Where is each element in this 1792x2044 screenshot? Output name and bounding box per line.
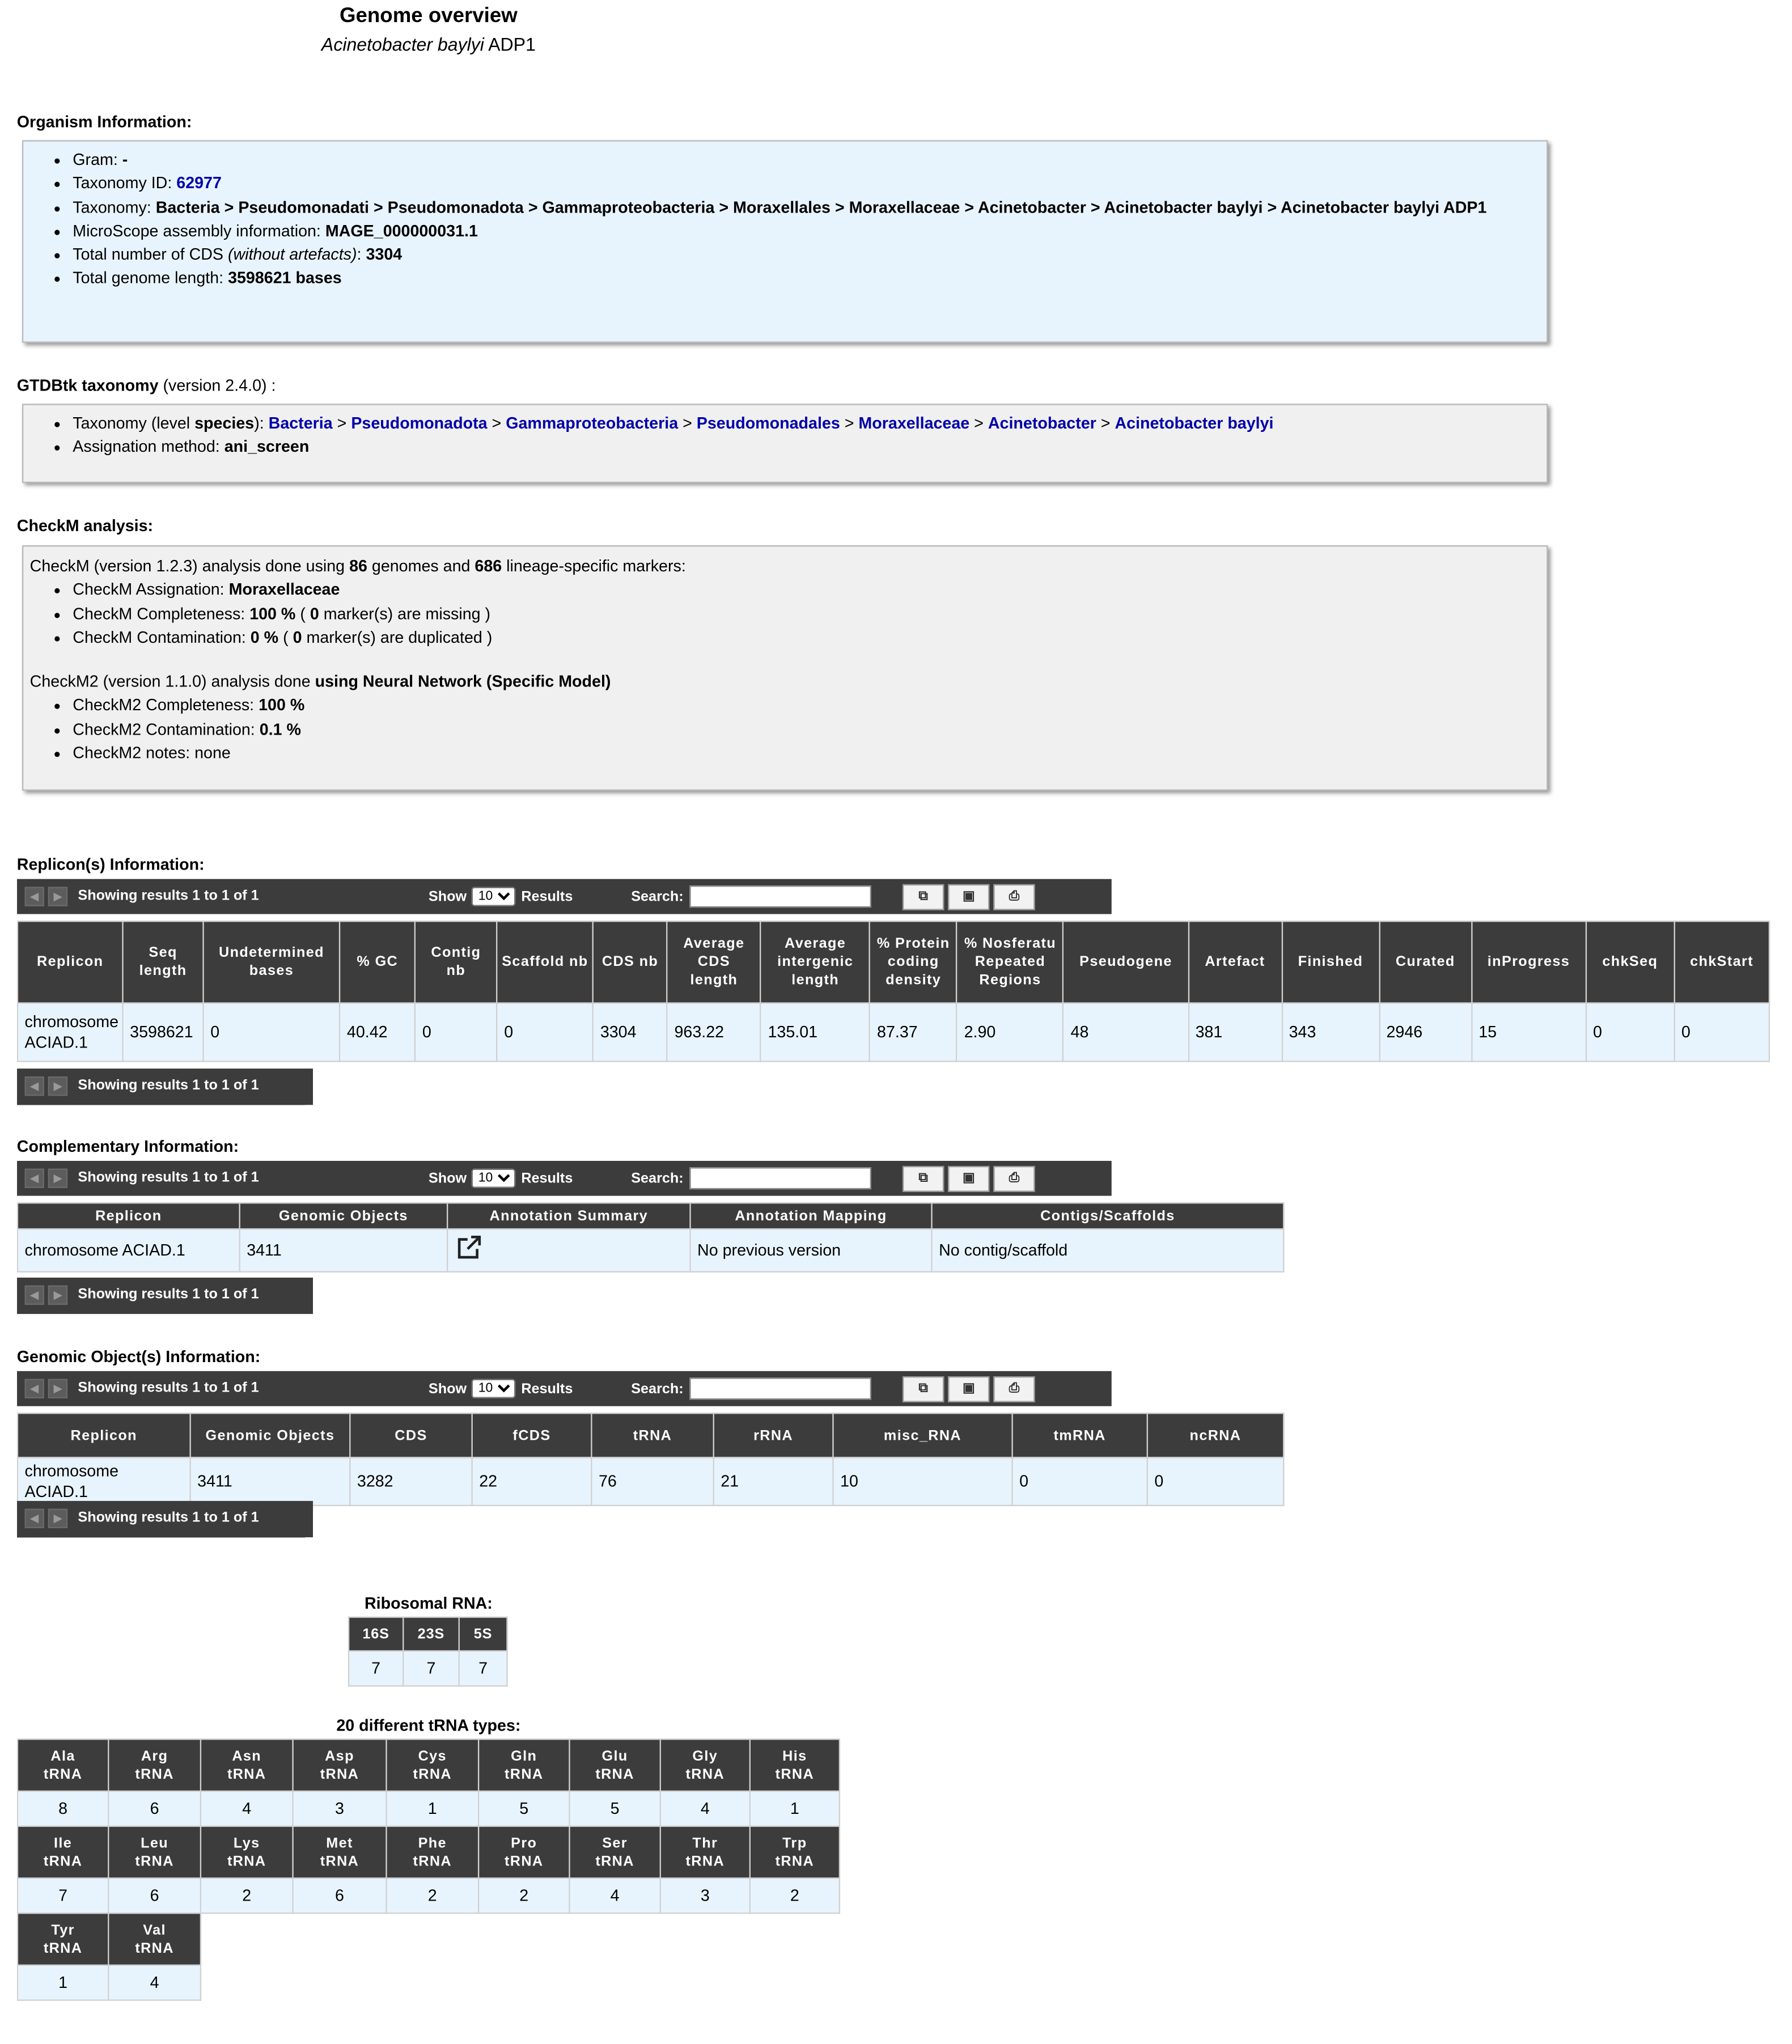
trna-table xyxy=(17,1738,840,2001)
trna-header-glu-trna: Glu tRNA xyxy=(569,1739,660,1791)
table-cell: 0 xyxy=(1674,1003,1769,1061)
trna-header-ser-trna: Ser tRNA xyxy=(569,1826,660,1878)
trna-count: 1 xyxy=(386,1791,478,1826)
trna-header-tyr-trna: Tyr tRNA xyxy=(18,1913,108,1965)
search-input[interactable] xyxy=(689,885,871,907)
column-header-seq-length[interactable]: Seq length xyxy=(123,921,204,1003)
pagination-nav xyxy=(25,1286,68,1305)
organism-info-box xyxy=(22,140,1548,342)
trna-header-pro-trna: Pro tRNA xyxy=(478,1826,569,1878)
next-page-icon[interactable]: ▶ xyxy=(48,1509,67,1528)
replicon-pager xyxy=(17,1068,313,1105)
table-cell: 0 xyxy=(1012,1457,1147,1506)
column-header-inprogress[interactable]: inProgress xyxy=(1472,921,1586,1003)
column-header-scaffold-nb[interactable]: Scaffold nb xyxy=(497,921,594,1003)
gtdb-taxon-link-pseudomonadota[interactable]: Pseudomonadota xyxy=(351,414,488,432)
replicon-table xyxy=(17,921,1770,1062)
table-cell: 2.90 xyxy=(957,1003,1064,1061)
previous-page-icon[interactable]: ◀ xyxy=(25,1286,44,1305)
trna-count: 7 xyxy=(18,1878,108,1913)
genomic-objects-table xyxy=(17,1413,1285,1506)
column-header-chkstart[interactable]: chkStart xyxy=(1674,921,1769,1003)
table-cell: 3304 xyxy=(593,1003,667,1061)
taxonomy-id-link[interactable]: 62977 xyxy=(176,174,222,193)
complementary-section-title: Complementary Information: xyxy=(16,1137,239,1156)
trna-header-leu-trna: Leu tRNA xyxy=(108,1826,201,1878)
column-header-cds[interactable]: CDS xyxy=(350,1413,472,1457)
export-buttons xyxy=(903,884,1035,910)
trna-header-arg-trna: Arg tRNA xyxy=(108,1739,201,1791)
next-page-icon[interactable]: ▶ xyxy=(48,1169,67,1188)
checkm2-notes: • CheckM2 notes: none xyxy=(73,741,1547,765)
trna-count: 2 xyxy=(478,1878,569,1913)
previous-page-icon[interactable]: ◀ xyxy=(25,887,44,906)
taxonomy-separator: > xyxy=(969,414,988,432)
trna-header-val-trna: Val tRNA xyxy=(108,1913,201,1965)
table-cell: 0 xyxy=(204,1003,340,1061)
trna-header-met-trna: Met tRNA xyxy=(293,1826,387,1878)
complementary-pager xyxy=(17,1278,313,1314)
trna-header-trp-trna: Trp tRNA xyxy=(750,1826,840,1878)
rrna-title: Ribosomal RNA: xyxy=(364,1594,493,1613)
table-cell: 87.37 xyxy=(870,1003,957,1061)
table-cell: 0 xyxy=(1586,1003,1674,1061)
print-icon[interactable]: ⎙ xyxy=(993,884,1035,910)
column-header-genomic-objects[interactable]: Genomic Objects xyxy=(190,1413,350,1457)
table-cell: 7 xyxy=(349,1651,403,1686)
save-icon[interactable]: ▣ xyxy=(948,884,989,910)
trna-count: 4 xyxy=(108,1965,201,2000)
checkm-info-box xyxy=(22,545,1548,791)
checkm-summary: CheckM (version 1.2.3) analysis done using 86 genomes and 686 lineage-specific markers: xyxy=(29,557,686,575)
table-cell: 22 xyxy=(472,1457,592,1506)
pagination-nav xyxy=(25,1379,68,1398)
next-page-icon[interactable]: ▶ xyxy=(48,1286,67,1305)
page-header xyxy=(0,5,857,54)
table-cell: No contig/scaffold xyxy=(932,1229,1284,1272)
column-header-fcds[interactable]: fCDS xyxy=(472,1413,592,1457)
column-header-contigs-scaffolds[interactable]: Contigs/Scaffolds xyxy=(932,1203,1284,1229)
trna-count: 4 xyxy=(201,1791,293,1826)
column-header-trna[interactable]: tRNA xyxy=(591,1413,713,1457)
save-icon[interactable]: ▣ xyxy=(948,1376,989,1402)
table-cell: 3411 xyxy=(190,1457,350,1506)
table-cell: 76 xyxy=(591,1457,713,1506)
complementary-toolbar xyxy=(17,1161,1112,1196)
gtdb-taxon-link-gammaproteobacteria[interactable]: Gammaproteobacteria xyxy=(506,414,679,432)
column-header-gc[interactable]: % GC xyxy=(340,921,415,1003)
table-cell: 7 xyxy=(459,1651,507,1686)
trna-count: 8 xyxy=(18,1791,108,1826)
page-length-select[interactable] xyxy=(472,887,516,906)
taxonomy-separator: > xyxy=(840,414,859,432)
trna-header-thr-trna: Thr tRNA xyxy=(660,1826,750,1878)
table-cell: chromosome ACIAD.1 xyxy=(18,1229,240,1272)
trna-count: 2 xyxy=(750,1878,840,1913)
taxid-item: • Taxonomy ID: 62977 xyxy=(73,172,1547,196)
table-cell: 40.42 xyxy=(340,1003,415,1061)
trna-count: 2 xyxy=(386,1878,478,1913)
search-label: Search: xyxy=(631,1171,684,1187)
trna-count: 1 xyxy=(750,1791,840,1826)
table-cell: chromosome ACIAD.1 xyxy=(18,1457,190,1506)
replicon-toolbar xyxy=(17,879,1112,914)
table-cell: 3282 xyxy=(350,1457,472,1506)
gtdb-info-box xyxy=(22,404,1548,483)
column-header-genomic-objects[interactable]: Genomic Objects xyxy=(240,1203,447,1229)
pagination-nav xyxy=(25,1169,68,1188)
trna-header-gly-trna: Gly tRNA xyxy=(660,1739,750,1791)
page-length-control: Show 10 Results xyxy=(429,1169,573,1188)
checkm2-summary: CheckM2 (version 1.1.0) analysis done using Neural Network (Specific Model) xyxy=(29,672,611,692)
copy-icon[interactable]: ⧉ xyxy=(903,1166,944,1192)
table-cell: 2946 xyxy=(1379,1003,1472,1061)
page-length-control: Show 10 Results xyxy=(429,1379,573,1398)
gtdb-taxon-link-acinetobacter[interactable]: Acinetobacter xyxy=(988,414,1096,432)
table-cell: 343 xyxy=(1282,1003,1379,1061)
checkm2-completeness: • CheckM2 Completeness: 100 % xyxy=(73,694,1547,718)
gtdb-taxon-link-moraxellaceae[interactable]: Moraxellaceae xyxy=(858,414,970,432)
table-cell: 963.22 xyxy=(667,1003,761,1061)
trna-count: 3 xyxy=(293,1791,387,1826)
trna-count: 4 xyxy=(569,1878,660,1913)
checkm-assignation: • CheckM Assignation: Moraxellaceae xyxy=(73,578,1547,602)
trna-header-his-trna: His tRNA xyxy=(750,1739,840,1791)
results-info: Showing results 1 to 1 of 1 xyxy=(78,1509,259,1526)
results-info: Showing results 1 to 1 of 1 xyxy=(78,1380,259,1396)
gram-item: • Gram: - xyxy=(73,148,1547,172)
organism-italic: Acinetobacter baylyi xyxy=(321,33,484,55)
copy-icon[interactable]: ⧉ xyxy=(903,884,944,910)
table-cell: chromosome ACIAD.1 xyxy=(18,1003,123,1061)
table-cell: 21 xyxy=(714,1457,833,1506)
trna-count: 2 xyxy=(201,1878,293,1913)
trna-count: 4 xyxy=(660,1791,750,1826)
genomic-toolbar xyxy=(17,1371,1112,1406)
trna-count: 6 xyxy=(293,1878,387,1913)
next-page-icon[interactable]: ▶ xyxy=(48,1379,67,1398)
organism-strain: ADP1 xyxy=(488,33,536,55)
previous-page-icon[interactable]: ◀ xyxy=(25,1509,44,1528)
column-header-replicon[interactable]: Replicon xyxy=(18,921,123,1003)
trna-header-asn-trna: Asn tRNA xyxy=(201,1739,293,1791)
trna-header-ala-trna: Ala tRNA xyxy=(18,1739,108,1791)
pagination-nav xyxy=(25,1509,68,1528)
trna-header-ile-trna: Ile tRNA xyxy=(18,1826,108,1878)
column-header-5s[interactable]: 5S xyxy=(459,1617,507,1651)
next-page-icon[interactable]: ▶ xyxy=(48,1076,67,1096)
gtdb-taxon-link-pseudomonadales[interactable]: Pseudomonadales xyxy=(696,414,840,432)
column-header-tmrna[interactable]: tmRNA xyxy=(1012,1413,1147,1457)
table-cell: 0 xyxy=(415,1003,497,1061)
page-title: Genome overview xyxy=(340,5,518,28)
gtdb-taxa-links xyxy=(269,414,1274,432)
rrna-table xyxy=(348,1617,508,1687)
gtdb-method-item: • Assignation method: ani_screen xyxy=(73,435,1547,459)
column-header-protein-coding-density[interactable]: % Protein coding density xyxy=(870,921,957,1003)
column-header-annotation-mapping[interactable]: Annotation Mapping xyxy=(690,1203,931,1229)
column-header-replicon[interactable]: Replicon xyxy=(18,1413,190,1457)
previous-page-icon[interactable]: ◀ xyxy=(25,1169,44,1188)
column-header-ncrna[interactable]: ncRNA xyxy=(1147,1413,1284,1457)
gtdb-section-title: GTDBtk taxonomy (version 2.4.0) : xyxy=(16,376,276,395)
genomic-pager xyxy=(17,1501,313,1537)
taxonomy-separator: > xyxy=(1096,414,1115,432)
table-cell: 48 xyxy=(1064,1003,1188,1061)
search-input[interactable] xyxy=(689,1377,871,1400)
results-info: Showing results 1 to 1 of 1 xyxy=(78,1169,259,1186)
table-cell: 0 xyxy=(1147,1457,1284,1506)
search-input[interactable] xyxy=(689,1167,871,1189)
results-info: Showing results 1 to 1 of 1 xyxy=(78,1286,259,1303)
column-header-misc-rna[interactable]: misc_RNA xyxy=(833,1413,1012,1457)
column-header-undetermined-bases[interactable]: Undetermined bases xyxy=(204,921,340,1003)
taxonomy-separator: > xyxy=(678,414,697,432)
page-length-select[interactable] xyxy=(472,1169,516,1188)
checkm2-contamination: • CheckM2 Contamination: 0.1 % xyxy=(73,718,1547,741)
column-header-pseudogene[interactable]: Pseudogene xyxy=(1064,921,1188,1003)
organism-section-title: Organism Information: xyxy=(16,113,192,132)
previous-page-icon[interactable]: ◀ xyxy=(25,1076,44,1096)
export-buttons xyxy=(903,1376,1035,1402)
trna-count: 3 xyxy=(660,1878,750,1913)
table-cell: 10 xyxy=(833,1457,1012,1506)
pagination-nav xyxy=(25,1076,68,1096)
page-length-select[interactable] xyxy=(472,1379,516,1398)
pagination-nav xyxy=(25,887,68,906)
assembly-item: • MicroScope assembly information: MAGE_000000031.1 xyxy=(73,219,1547,243)
search-label: Search: xyxy=(631,1381,684,1397)
cds-count-item: • Total number of CDS (without artefacts): 3304 xyxy=(73,243,1547,267)
genome-length-item: • Total genome length: 3598621 bases xyxy=(73,267,1547,291)
column-header-nosferatu-repeated-regions[interactable]: % Nosferatu Repeated Regions xyxy=(957,921,1064,1003)
table-cell: No previous version xyxy=(690,1229,931,1272)
gtdb-taxonomy-item: • Taxonomy (level species): Bacteria > Pseudomonadota > Gammaproteobacteria > Pseudomonadales > Moraxellaceae > Acinetobacter > Acinetobacter baylyi xyxy=(73,412,1547,435)
next-page-icon[interactable]: ▶ xyxy=(48,887,67,906)
taxonomy-separator: > xyxy=(487,414,506,432)
column-header-23s[interactable]: 23S xyxy=(403,1617,459,1651)
gtdb-taxon-link-bacteria[interactable]: Bacteria xyxy=(268,414,333,432)
results-info: Showing results 1 to 1 of 1 xyxy=(78,888,259,904)
table-cell: 381 xyxy=(1188,1003,1282,1061)
column-header-replicon[interactable]: Replicon xyxy=(18,1203,240,1229)
results-info: Showing results 1 to 1 of 1 xyxy=(78,1078,259,1093)
table-cell: 3598621 xyxy=(123,1003,204,1061)
table-cell: 15 xyxy=(1472,1003,1586,1061)
column-header-16s[interactable]: 16S xyxy=(349,1617,403,1651)
trna-header-gln-trna: Gln tRNA xyxy=(478,1739,569,1791)
annotation-summary-cell xyxy=(447,1229,690,1272)
genomic-section-title: Genomic Object(s) Information: xyxy=(16,1347,261,1366)
trna-count: 5 xyxy=(569,1791,660,1826)
print-icon[interactable]: ⎙ xyxy=(993,1376,1035,1402)
checkm-completeness: • CheckM Completeness: 100 % ( 0 marker(s) are missing ) xyxy=(73,602,1547,626)
column-header-contig-nb[interactable]: Contig nb xyxy=(415,921,497,1003)
column-header-chkseq[interactable]: chkSeq xyxy=(1586,921,1674,1003)
trna-header-phe-trna: Phe tRNA xyxy=(386,1826,478,1878)
trna-header-asp-trna: Asp tRNA xyxy=(293,1739,387,1791)
taxonomy-separator: > xyxy=(332,414,351,432)
table-cell: 3411 xyxy=(240,1229,447,1272)
trna-count: 1 xyxy=(18,1965,108,2000)
column-header-finished[interactable]: Finished xyxy=(1282,921,1379,1003)
column-header-cds-nb[interactable]: CDS nb xyxy=(593,921,667,1003)
print-icon[interactable]: ⎙ xyxy=(993,1166,1035,1192)
previous-page-icon[interactable]: ◀ xyxy=(25,1379,44,1398)
trna-count: 6 xyxy=(108,1791,201,1826)
external-link-icon[interactable] xyxy=(455,1233,483,1267)
table-cell: 135.01 xyxy=(761,1003,870,1061)
organism-name xyxy=(0,34,857,55)
column-header-average-intergenic-length[interactable]: Average intergenic length xyxy=(761,921,870,1003)
gtdb-taxon-link-acinetobacter-baylyi[interactable]: Acinetobacter baylyi xyxy=(1115,414,1274,432)
column-header-annotation-summary[interactable]: Annotation Summary xyxy=(447,1203,690,1229)
column-header-rrna[interactable]: rRNA xyxy=(714,1413,833,1457)
complementary-table xyxy=(17,1202,1285,1273)
trna-count: 5 xyxy=(478,1791,569,1826)
column-header-artefact[interactable]: Artefact xyxy=(1188,921,1282,1003)
column-header-average-cds-length[interactable]: Average CDS length xyxy=(667,921,761,1003)
checkm-contamination: • CheckM Contamination: 0 % ( 0 marker(s) are duplicated ) xyxy=(73,626,1547,650)
taxonomy-item: • Taxonomy: Bacteria > Pseudomonadati > Pseudomonadota > Gammaproteobacteria > Moraxellales > Moraxellaceae > Acinetobacter > Acinetobacter baylyi > Acinetobacter baylyi ADP1 xyxy=(73,196,1547,219)
export-buttons xyxy=(903,1166,1035,1192)
trna-title: 20 different tRNA types: xyxy=(336,1716,521,1735)
search-label: Search: xyxy=(631,889,684,905)
trna-count: 6 xyxy=(108,1878,201,1913)
page-length-control: Show 10 Results xyxy=(429,887,573,906)
replicon-section-title: Replicon(s) Information: xyxy=(16,855,205,874)
save-icon[interactable]: ▣ xyxy=(948,1166,989,1192)
copy-icon[interactable]: ⧉ xyxy=(903,1376,944,1402)
column-header-curated[interactable]: Curated xyxy=(1379,921,1472,1003)
trna-header-cys-trna: Cys tRNA xyxy=(386,1739,478,1791)
table-cell: 0 xyxy=(497,1003,594,1061)
table-cell: 7 xyxy=(403,1651,459,1686)
trna-header-lys-trna: Lys tRNA xyxy=(201,1826,293,1878)
checkm-section-title: CheckM analysis: xyxy=(16,516,154,535)
